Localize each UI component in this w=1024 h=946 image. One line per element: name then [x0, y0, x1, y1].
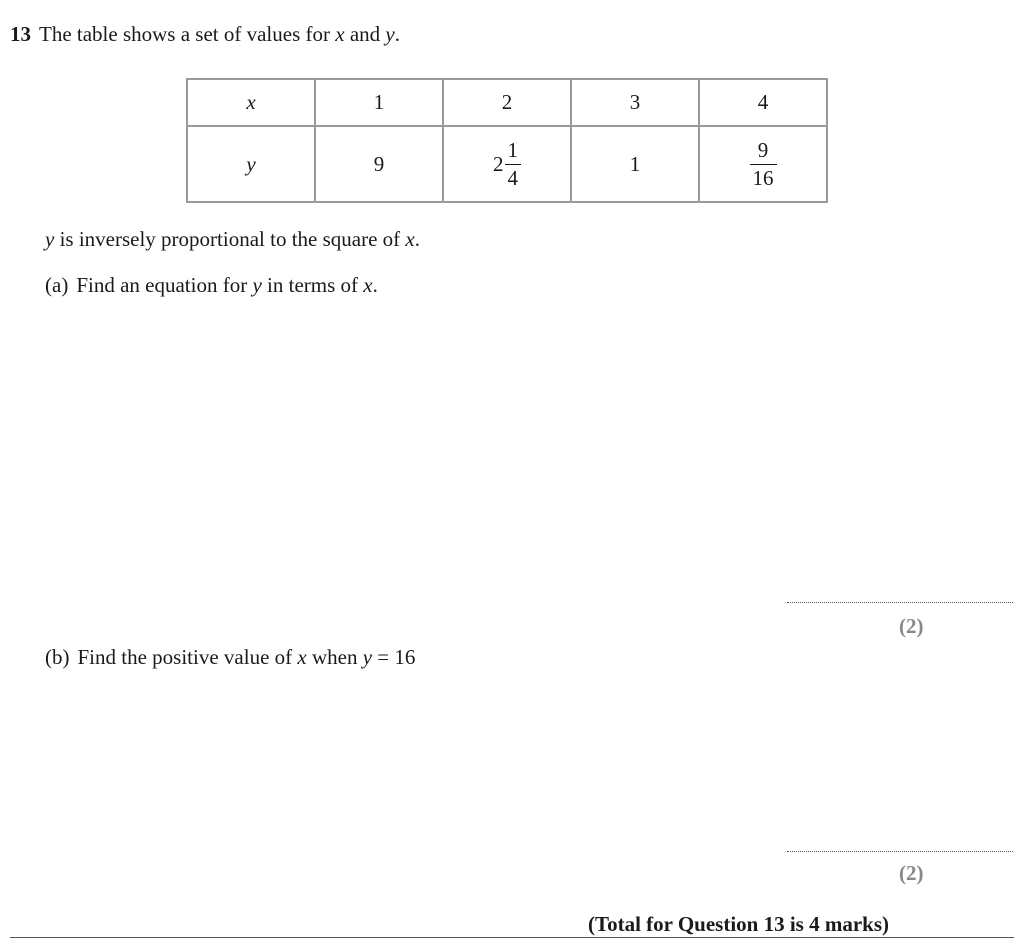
- values-table: [186, 78, 828, 203]
- part-b-label: (b): [45, 645, 70, 669]
- table-cell-y3: 1: [571, 126, 699, 202]
- bottom-rule: [10, 937, 1014, 938]
- part-a-question: (a) Find an equation for y in terms of x.: [45, 273, 378, 297]
- table-cell-x2: 2: [443, 79, 571, 126]
- fraction-one-quarter: $\frac{1}{4}$: [505, 140, 522, 189]
- table-cell-y2: [443, 126, 571, 202]
- stem-var-y: y: [385, 22, 395, 46]
- table-header-x: x: [187, 79, 315, 126]
- table-row-x: [187, 79, 827, 126]
- part-b-marks: (2): [899, 861, 924, 885]
- proportionality-statement: y is inversely proportional to the square of x.: [45, 227, 420, 251]
- table-cell-y4: [699, 126, 827, 202]
- answer-line-a[interactable]: [787, 602, 1013, 603]
- fraction-nine-sixteenths: $\frac{9}{16}$: [750, 140, 777, 189]
- mixed-whole: 2: [493, 151, 504, 176]
- question-number: 13: [10, 22, 31, 46]
- table-cell-y1: 9: [315, 126, 443, 202]
- part-a-marks: (2): [899, 614, 924, 638]
- stem-var-x: x: [335, 22, 345, 46]
- total-marks: (Total for Question 13 is 4 marks): [588, 912, 890, 936]
- table-header-y: y: [187, 126, 315, 202]
- table-row-y: [187, 126, 827, 202]
- part-b-question: (b) Find the positive value of x when y = 16: [45, 645, 416, 669]
- part-a-label: (a): [45, 273, 69, 297]
- question-stem: [10, 22, 400, 47]
- stem-text-3: .: [394, 22, 400, 46]
- stem-text-2: and: [344, 22, 386, 46]
- stem-text-1: The table shows a set of values for: [39, 22, 336, 46]
- table-cell-x4: 4: [699, 79, 827, 126]
- table-cell-x3: 3: [571, 79, 699, 126]
- answer-line-b[interactable]: [787, 851, 1013, 852]
- table-cell-x1: 1: [315, 79, 443, 126]
